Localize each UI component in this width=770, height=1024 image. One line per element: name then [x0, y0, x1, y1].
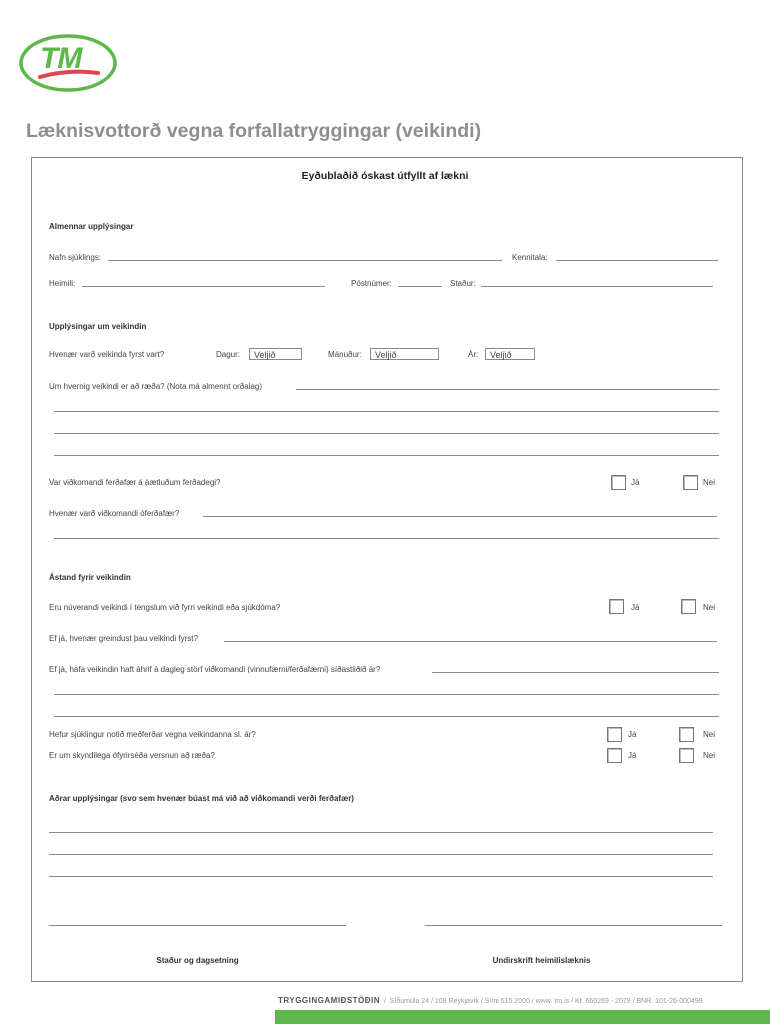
place-date-field[interactable] [49, 925, 346, 926]
day-select[interactable]: Veljið [249, 348, 302, 360]
related-label: Eru núverandi veikindi í tengslum við fyrri veikindi eða sjúkdóma? [49, 603, 281, 612]
when-unfit-field[interactable] [203, 516, 717, 517]
place-label: Staður: [450, 279, 476, 288]
footer-green-bar [275, 1010, 770, 1024]
other-line-1[interactable] [49, 832, 713, 833]
place-field[interactable] [481, 286, 713, 287]
month-label: Mánuður: [328, 350, 362, 359]
home-field[interactable] [82, 286, 325, 287]
affected-daily-line-2[interactable] [54, 694, 719, 695]
when-diagnosed-field[interactable] [224, 641, 717, 642]
footer-company: TRYGGINGAMIÐSTÖÐIN [278, 996, 381, 1005]
what-illness-line-2[interactable] [54, 411, 719, 412]
treatment-yes-label: Já [628, 730, 637, 739]
fit-to-travel-yes-label: Já [631, 478, 640, 487]
postal-field[interactable] [398, 286, 442, 287]
place-date-label: Staður og dagsetning [156, 956, 239, 965]
tm-logo [18, 33, 118, 93]
page-title: Læknisvottorð vegna forfallatryggingar (veikindi) [26, 120, 482, 142]
postal-label: Póstnúmer: [351, 279, 392, 288]
when-unfit-label: Hvenær varð viðkomandi óferðafær? [49, 509, 180, 518]
when-unfit-line-2[interactable] [54, 538, 719, 539]
section-general-heading: Almennar upplýsingar [49, 222, 134, 231]
home-label: Heimili: [49, 279, 76, 288]
section-condition-heading: Ástand fyrir veikindin [49, 573, 131, 582]
section-other-heading: Aðrar upplýsingar (svo sem hvenær búast má við að viðkomandi verði ferðafær) [49, 794, 354, 803]
patient-name-field[interactable] [108, 260, 502, 261]
day-label: Dagur: [216, 350, 241, 359]
what-illness-line-4[interactable] [54, 455, 719, 456]
section-illness-heading: Upplýsingar um veikindin [49, 322, 147, 331]
other-line-3[interactable] [49, 876, 713, 877]
kennitala-field[interactable] [556, 260, 718, 261]
month-select[interactable]: Veljið [370, 348, 439, 360]
affected-daily-field[interactable] [432, 672, 719, 673]
related-yes-checkbox[interactable] [609, 599, 624, 614]
sudden-label: Er um skyndilega ófyrirséða versnun að ræða? [49, 751, 215, 760]
patient-name-label: Nafn sjúklings: [49, 253, 102, 262]
doctor-signature-field[interactable] [425, 925, 722, 926]
sudden-yes-checkbox[interactable] [607, 748, 622, 763]
when-diagnosed-label: Ef já, hvenær greindust þau veikindi fyrst? [49, 634, 198, 643]
when-first-label: Hvenær varð veikinda fyrst vart? [49, 350, 165, 359]
treatment-no-label: Nei [703, 730, 716, 739]
sudden-yes-label: Já [628, 751, 637, 760]
related-no-checkbox[interactable] [681, 599, 696, 614]
form-subtitle: Eyðublaðið óskast útfyllt af lækni [301, 170, 469, 182]
year-label: Ár: [468, 350, 479, 359]
treatment-label: Hefur sjúklingur notið meðferðar vegna veikindanna sl. ár? [49, 730, 256, 739]
kennitala-label: Kennitala: [512, 253, 548, 262]
affected-daily-label: Ef já, hafa veikindin haft áhrif á dagleg störf viðkomandi (vinnufærni/ferðafærni) síðastliðið ár? [49, 665, 381, 674]
sudden-no-label: Nei [703, 751, 716, 760]
footer: TRYGGINGAMIÐSTÖÐIN / Síðumúla 24 / 108 Reykjavík / Sími 515 2000 / www. tm.is / Kt. 660269 - 2079 / BNR. 101-26-000499 [278, 996, 703, 1005]
fit-to-travel-yes-checkbox[interactable] [611, 475, 626, 490]
related-yes-label: Já [631, 603, 640, 612]
fit-to-travel-label: Var viðkomandi ferðafær á áætluðum ferðadegi? [49, 478, 221, 487]
what-illness-field[interactable] [296, 389, 719, 390]
sudden-no-checkbox[interactable] [679, 748, 694, 763]
related-no-label: Nei [703, 603, 716, 612]
year-select[interactable]: Veljið [485, 348, 535, 360]
logo-text: TM [40, 42, 82, 75]
doctor-signature-label: Undirskrift heimilislæknis [492, 956, 591, 965]
treatment-no-checkbox[interactable] [679, 727, 694, 742]
other-line-2[interactable] [49, 854, 713, 855]
what-illness-line-3[interactable] [54, 433, 719, 434]
fit-to-travel-no-label: Nei [703, 478, 716, 487]
treatment-yes-checkbox[interactable] [607, 727, 622, 742]
fit-to-travel-no-checkbox[interactable] [683, 475, 698, 490]
affected-daily-line-3[interactable] [54, 716, 719, 717]
footer-details: Síðumúla 24 / 108 Reykjavík / Sími 515 2000 / www. tm.is / Kt. 660269 - 2079 / BNR. 101-26-000499 [389, 998, 703, 1005]
what-illness-label: Um hvernig veikindi er að ræða? (Nota má almennt orðalag) [49, 382, 262, 391]
